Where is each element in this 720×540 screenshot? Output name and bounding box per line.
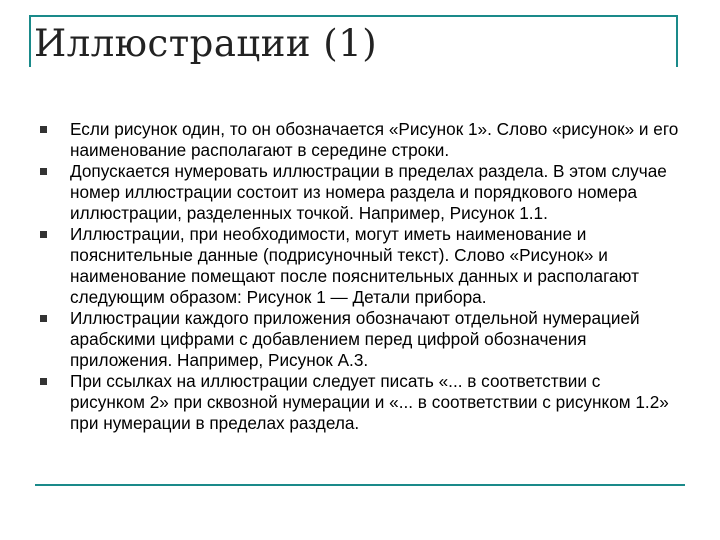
bullet-text: Иллюстрации каждого приложения обозначают отдельной нумерацией арабскими цифрами с добавлением перед цифрой обозначения приложения. Например, Рисунок А.3. [70, 308, 640, 370]
frame-top-line [29, 15, 678, 17]
bullet-text: При ссылках на иллюстрации следует писать «... в соответствии с рисунком 2» при сквозной нумерации и «... в соответствии с рисунком 1.2» при нумерации в пределах раздела. [70, 371, 669, 433]
bullet-text: Если рисунок один, то он обозначается «Рисунок 1». Слово «рисунок» и его наименование располагают в середине строки. [70, 119, 679, 160]
square-bullet-icon [40, 378, 47, 385]
square-bullet-icon [40, 126, 47, 133]
square-bullet-icon [40, 231, 47, 238]
square-bullet-icon [40, 168, 47, 175]
bullet-text: Допускается нумеровать иллюстрации в пределах раздела. В этом случае номер иллюстрации состоит из номера раздела и порядкового номера иллюстрации, разделенных точкой. Например, Рисунок 1.1. [70, 161, 667, 223]
bullet-item [40, 161, 680, 224]
bullet-item [40, 119, 680, 161]
frame-left-line [29, 15, 31, 67]
frame-bottom-line [35, 484, 685, 486]
slide-title: Иллюстрации (1) [34, 22, 378, 65]
bullet-item [40, 308, 680, 371]
square-bullet-icon [40, 315, 47, 322]
bullet-text: Иллюстрации, при необходимости, могут иметь наименование и пояснительные данные (подрисуночный текст). Слово «Рисунок» и наименование помещают после пояснительных данных и располагают следующим образом: Рисунок 1 — Детали прибора. [70, 224, 639, 307]
bullet-list [40, 119, 680, 434]
bullet-item [40, 371, 680, 434]
bullet-item [40, 224, 680, 308]
frame-right-line [676, 15, 678, 67]
